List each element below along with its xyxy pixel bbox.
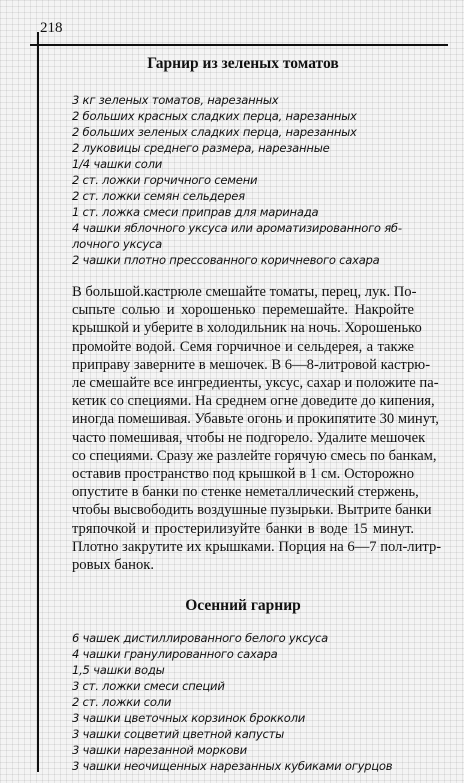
ingredient-line: 6 чашек дистиллированного белого уксуса: [72, 631, 329, 646]
ingredient-line: 2 ст. ложки соли: [72, 695, 172, 710]
paragraph-line: иногда помешивая. Убавьте огонь и прокипятите 30 минут,: [72, 411, 439, 428]
paragraph-line: приправу заверните в мешочек. В 6—8-литровой кастрю-: [72, 356, 431, 373]
ingredient-line: 3 ст. ложки смеси специй: [72, 679, 225, 694]
ingredient-line: 1,5 чашки воды: [72, 663, 165, 678]
ingredient-line: 3 чашки цветочных корзинок брокколи: [72, 711, 306, 726]
paragraph-line: оставив пространство под крышкой в 1 см. Осторожно: [72, 466, 414, 483]
ingredient-line: 3 чашки соцветий цветной капусты: [72, 727, 285, 742]
page-number: 218: [40, 20, 63, 36]
paragraph-line: крышкой и уберите в холодильник на ночь. Хорошенько: [72, 320, 422, 337]
paragraph-line: ле смешайте все ингредиенты, уксус, сахар и положите па-: [72, 375, 439, 392]
ingredient-line: 3 чашки неочищенных нарезанных кубиками огурцов: [72, 759, 393, 774]
paragraph-line: тряпочкой и простерилизуйте банки в воде 15 минут.: [72, 520, 414, 537]
paragraph-line: кетик со специями. На среднем огне доведите до кипения,: [72, 393, 435, 410]
recipe-title: Осенний гарнир: [185, 597, 301, 615]
margin-rule: [37, 32, 39, 772]
ingredient-line: лочного уксуса: [72, 237, 162, 251]
paragraph-line: сыпьте солью и хорошенько перемешайте. Накройте: [72, 302, 414, 319]
ingredient-line: 3 кг зеленых томатов, нарезанных: [72, 93, 279, 107]
ingredient-list: [72, 630, 414, 774]
paragraph-line: чтобы высвободить воздушные пузырьки. Вытрите банки: [72, 502, 432, 519]
ingredient-line: 1/4 чашки соли: [72, 157, 163, 171]
paragraph-line: ровых банок.: [72, 557, 154, 574]
ingredient-line: 2 ст. ложки горчичного семени: [72, 173, 258, 187]
paragraph-line: промойте водой. Семя горчичное и сельдерея, а также: [72, 338, 414, 355]
ingredient-line: 2 ст. ложки семян сельдерея: [72, 189, 245, 203]
ingredient-line: 4 чашки яблочного уксуса или ароматизированного яб-: [72, 221, 402, 235]
paragraph-line: опустите в банки по стенке неметаллический стержень,: [72, 484, 419, 501]
paragraph-line: В большой.кастрюле смешайте томаты, перец, лук. По-: [72, 284, 417, 300]
ingredient-line: 3 чашки нарезанной моркови: [72, 743, 247, 758]
ingredient-line: 2 больших красных сладких перца, нарезанных: [72, 109, 357, 123]
paragraph-line: часто помешивая, чтобы не подгорело. Удалите мешочек: [72, 429, 426, 446]
page-content: [72, 44, 442, 774]
ingredient-line: 2 больших зеленых сладких перца, нарезанных: [72, 125, 357, 139]
paragraph-line: со специями. Сразу же разлейте горячую смесь по банкам,: [72, 447, 437, 464]
ingredient-line: 4 чашки гранулированного сахара: [72, 647, 278, 662]
directions-paragraph: [72, 283, 442, 574]
ingredient-line: 2 чашки плотно прессованного коричневого сахара: [72, 253, 380, 267]
ingredient-list: [72, 92, 414, 268]
ingredient-line: 2 луковицы среднего размера, нарезанные: [72, 141, 330, 155]
recipe-title: Гарнир из зеленых томатов: [147, 55, 339, 72]
ingredient-line: 1 ст. ложка смеси приправ для маринада: [72, 205, 319, 219]
paragraph-line: Плотно закрутите их крышками. Порция на 6—7 пол-литр-: [72, 538, 442, 555]
